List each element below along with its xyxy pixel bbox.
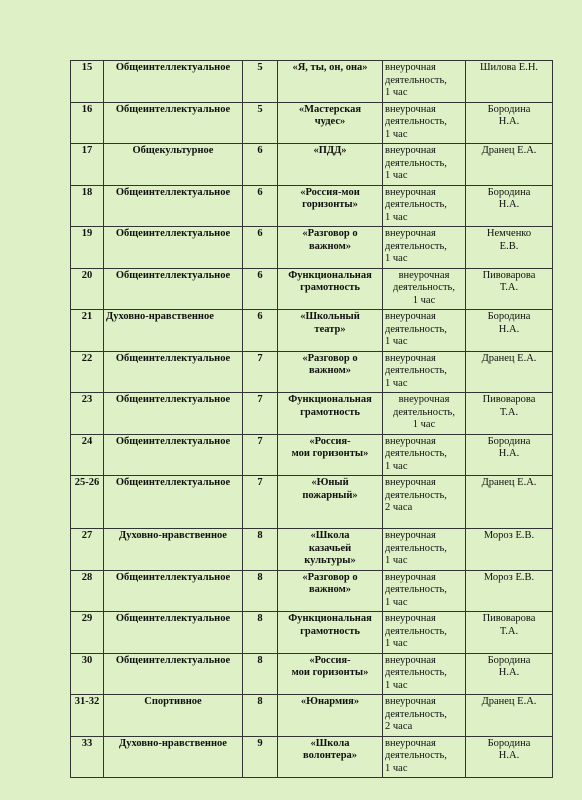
activity-form-cell-line: деятельность, [385,542,447,554]
direction-cell: Духовно-нравственное [104,529,243,571]
direction-cell: Духовно-нравственное [104,310,243,352]
activity-form-cell-line: деятельность, [385,365,447,376]
grade-cell: 8 [243,529,278,571]
activity-form-cell-line: 1 час [385,460,408,472]
program-name-cell-line: «Разговор о [302,352,358,364]
teacher-cell [466,351,553,393]
activity-form-cell-line: 1 час [385,555,408,566]
program-name-cell-line: волонтера» [302,750,358,761]
row-number: 20 [71,268,104,310]
program-name-cell-line: «Разговор о [302,571,358,583]
activity-form-cell [383,268,466,310]
direction-cell: Общеинтеллектуальное [104,185,243,227]
activity-form-cell-line: внеурочная [385,613,436,624]
table-row [71,434,553,476]
table-row [71,144,553,186]
row-number: 27 [71,529,104,571]
direction-cell: Общеинтеллектуальное [104,570,243,612]
activity-form-cell-line: внеурочная [385,311,436,322]
teacher-cell-line: Дранец Е.А. [481,352,537,364]
activity-form-cell-line: 1 час [385,336,408,347]
activity-form-cell-line: 2 часа [385,502,413,513]
activity-form-cell-line: 1 час [412,419,436,430]
program-name-cell-line: «Школа [310,530,350,541]
program-name-cell [278,351,383,393]
row-number: 33 [71,736,104,778]
teacher-cell-line: Мороз Е.В. [483,571,535,583]
program-name-cell-line: чудес» [314,116,346,127]
program-name-cell-line: «Россия- [309,654,351,666]
program-name-cell [278,102,383,144]
activity-form-cell-line: 1 час [385,170,408,181]
grade-cell: 6 [243,227,278,269]
teacher-cell [466,476,553,529]
direction-cell: Общеинтеллектуальное [104,61,243,103]
teacher-cell-line: Н.А. [498,667,520,678]
table-row [71,695,553,737]
teacher-cell-line: Т.А. [499,406,519,418]
table-row [71,653,553,695]
teacher-cell [466,102,553,144]
teacher-cell [466,653,553,695]
activity-form-cell-line: 1 час [385,211,408,223]
program-name-cell [278,695,383,737]
program-name-cell-line: «Россия- [309,435,351,447]
activity-form-cell-line: 1 час [385,87,408,98]
teacher-cell-line: Е.В. [499,240,519,252]
table-row [71,351,553,393]
program-name-cell-line: Функциональная [288,394,372,405]
activity-form-cell-line: внеурочная [385,477,436,488]
activity-form-cell [383,393,466,435]
activity-form-cell [383,476,466,529]
activity-form-cell [383,570,466,612]
row-number: 23 [71,393,104,435]
program-name-cell [278,144,383,186]
program-name-cell-line: «Мастерская [298,103,362,115]
activity-form-cell-line: 1 час [385,679,408,691]
activity-form-cell-line: 1 час [385,596,408,608]
activity-form-cell-line: деятельность, [385,750,447,761]
direction-cell: Общеинтеллектуальное [104,612,243,654]
direction-cell: Общеинтеллектуальное [104,351,243,393]
activity-form-cell-line: внеурочная [385,352,436,364]
activity-form-cell-line: деятельность, [385,448,447,459]
program-name-cell-line: мои горизонты» [291,448,369,459]
teacher-cell-line: Бородина [487,737,531,749]
teacher-cell-line: Дранец Е.А. [481,477,537,488]
table-row [71,227,553,269]
teacher-cell-line: Дранец Е.А. [481,696,537,707]
activity-form-cell [383,612,466,654]
grade-cell: 8 [243,695,278,737]
activity-form-cell-line: деятельность, [385,708,447,720]
teacher-cell-line: Бородина [487,435,531,447]
grade-cell: 8 [243,570,278,612]
program-name-cell [278,185,383,227]
grade-cell: 6 [243,144,278,186]
program-name-cell [278,61,383,103]
activity-form-cell-line: деятельность, [385,116,447,127]
grade-cell: 8 [243,653,278,695]
program-name-cell [278,612,383,654]
grade-cell: 6 [243,310,278,352]
teacher-cell-line: Бородина [487,654,531,666]
table-row [71,268,553,310]
teacher-cell [466,61,553,103]
teacher-cell-line: Мороз Е.В. [483,530,535,541]
row-number: 29 [71,612,104,654]
activity-form-cell-line: внеурочная [385,530,436,541]
activity-form-cell-line: деятельность, [393,282,455,293]
activity-form-cell-line: 1 час [385,253,408,264]
program-name-cell-line: «ПДД» [313,145,347,156]
program-name-cell-line: «Юнармия» [300,696,360,707]
direction-cell: Общеинтеллектуальное [104,476,243,529]
teacher-cell-line: Н.А. [498,448,520,459]
activity-form-cell-line: внеурочная [385,145,436,156]
row-number: 31-32 [71,695,104,737]
program-name-cell-line: горизонты» [302,199,358,210]
activity-form-cell-line: деятельность, [385,199,447,210]
teacher-cell [466,434,553,476]
program-name-cell-line: пожарный» [302,489,358,501]
activity-form-cell-line: внеурочная [398,269,450,281]
row-number: 30 [71,653,104,695]
teacher-cell [466,570,553,612]
activity-form-cell-line: 1 час [385,377,408,389]
activity-form-cell-line: внеурочная [385,696,436,707]
activity-form-cell [383,185,466,227]
teacher-cell-line: Н.А. [498,116,520,127]
grade-cell: 5 [243,61,278,103]
activity-form-cell-line: деятельность, [385,625,447,637]
teacher-cell-line: Бородина [487,186,531,198]
row-number: 18 [71,185,104,227]
teacher-cell-line: Немченко [486,228,532,239]
row-number: 16 [71,102,104,144]
activity-form-cell [383,144,466,186]
table-row [71,476,553,529]
grade-cell: 7 [243,351,278,393]
activity-form-cell-line: внеурочная [385,654,436,666]
direction-cell: Общеинтеллектуальное [104,653,243,695]
schedule-table-body [71,61,553,778]
activity-form-cell-line: деятельность, [385,157,447,169]
activity-form-cell [383,695,466,737]
grade-cell: 6 [243,185,278,227]
table-row [71,61,553,103]
activity-form-cell-line: внеурочная [385,571,436,583]
grade-cell: 7 [243,476,278,529]
activity-form-cell-line: 1 час [385,762,408,774]
activity-form-cell [383,653,466,695]
activity-form-cell [383,227,466,269]
teacher-cell [466,393,553,435]
program-name-cell-line: театр» [314,323,346,335]
direction-cell: Спортивное [104,695,243,737]
program-name-cell-line: казачьей [308,542,352,554]
activity-form-cell-line: 1 час [385,638,408,649]
table-row [71,570,553,612]
teacher-cell [466,268,553,310]
teacher-cell-line: Н.А. [498,199,520,210]
activity-form-cell [383,310,466,352]
teacher-cell-line: Н.А. [498,323,520,335]
direction-cell: Духовно-нравственное [104,736,243,778]
program-name-cell [278,529,383,571]
program-name-cell [278,227,383,269]
program-name-cell-line: культуры» [304,555,356,566]
program-name-cell-line: «Россия-мои [300,186,360,198]
teacher-cell [466,310,553,352]
activity-form-cell-line: внеурочная [385,435,436,447]
table-row [71,310,553,352]
activity-form-cell-line: деятельность, [385,667,447,678]
program-name-cell [278,268,383,310]
teacher-cell-line: Т.А. [499,282,519,293]
teacher-cell [466,736,553,778]
activity-form-cell-line: деятельность, [385,584,447,595]
program-name-cell-line: «Разговор о [302,228,358,239]
activity-form-cell-line: внеурочная [385,62,436,73]
teacher-cell-line: Н.А. [498,750,520,761]
table-row [71,185,553,227]
teacher-cell-line: Шилова Е.Н. [479,62,539,73]
direction-cell: Общеинтеллектуальное [104,393,243,435]
grade-cell: 5 [243,102,278,144]
program-name-cell-line: важном» [308,240,352,252]
row-number: 21 [71,310,104,352]
table-row [71,736,553,778]
teacher-cell-line: Бородина [487,311,531,322]
grade-cell: 9 [243,736,278,778]
teacher-cell [466,612,553,654]
activity-form-cell-line: деятельность, [385,240,447,252]
table-row [71,393,553,435]
teacher-cell-line: Т.А. [499,625,519,637]
program-name-cell [278,736,383,778]
direction-cell: Общекультурное [104,144,243,186]
activity-form-cell [383,736,466,778]
program-name-cell-line: важном» [308,584,352,595]
teacher-cell-line: Пивоварова [482,394,536,405]
table-row [71,102,553,144]
row-number: 15 [71,61,104,103]
activity-form-cell-line: внеурочная [385,186,436,198]
grade-cell: 6 [243,268,278,310]
direction-cell: Общеинтеллектуальное [104,268,243,310]
activity-form-cell [383,102,466,144]
teacher-cell-line: Бородина [487,103,531,115]
activity-form-cell-line: деятельность, [385,323,447,335]
teacher-cell-line: Пивоварова [482,613,536,624]
activity-form-cell-line: внеурочная [385,737,436,749]
activity-form-cell [383,351,466,393]
direction-cell: Общеинтеллектуальное [104,102,243,144]
program-name-cell [278,653,383,695]
program-name-cell [278,393,383,435]
program-name-cell [278,570,383,612]
teacher-cell-line: Дранец Е.А. [481,145,537,156]
teacher-cell [466,227,553,269]
schedule-table [70,60,553,778]
row-number: 28 [71,570,104,612]
program-name-cell-line: грамотность [300,406,360,418]
program-name-cell-line: мои горизонты» [291,667,369,678]
activity-form-cell-line: 2 часа [385,721,413,732]
activity-form-cell-line: 1 час [385,128,408,140]
activity-form-cell-line: 1 час [412,294,436,306]
direction-cell: Общеинтеллектуальное [104,227,243,269]
row-number: 25-26 [71,476,104,529]
row-number: 17 [71,144,104,186]
grade-cell: 8 [243,612,278,654]
program-name-cell [278,476,383,529]
program-name-cell-line: грамотность [300,625,360,637]
program-name-cell-line: «Школа [310,737,350,749]
row-number: 22 [71,351,104,393]
program-name-cell-line: Функциональная [288,613,372,624]
program-name-cell-line: «Я, ты, он, она» [292,62,368,73]
teacher-cell-line: Пивоварова [482,269,536,281]
activity-form-cell-line: деятельность, [393,406,455,418]
teacher-cell [466,695,553,737]
program-name-cell-line: грамотность [300,282,360,293]
teacher-cell [466,185,553,227]
activity-form-cell-line: деятельность, [385,74,447,86]
program-name-cell-line: «Юный [311,477,349,488]
activity-form-cell-line: деятельность, [385,489,447,501]
program-name-cell-line: «Школьный [300,311,360,322]
program-name-cell [278,310,383,352]
activity-form-cell-line: внеурочная [385,228,436,239]
activity-form-cell [383,61,466,103]
activity-form-cell-line: внеурочная [398,394,450,405]
program-name-cell-line: Функциональная [288,269,372,281]
activity-form-cell [383,529,466,571]
table-row [71,612,553,654]
program-name-cell-line: важном» [308,365,352,376]
teacher-cell [466,144,553,186]
teacher-cell [466,529,553,571]
grade-cell: 7 [243,393,278,435]
activity-form-cell-line: внеурочная [385,103,436,115]
direction-cell: Общеинтеллектуальное [104,434,243,476]
row-number: 24 [71,434,104,476]
table-row [71,529,553,571]
activity-form-cell [383,434,466,476]
program-name-cell [278,434,383,476]
row-number: 19 [71,227,104,269]
grade-cell: 7 [243,434,278,476]
